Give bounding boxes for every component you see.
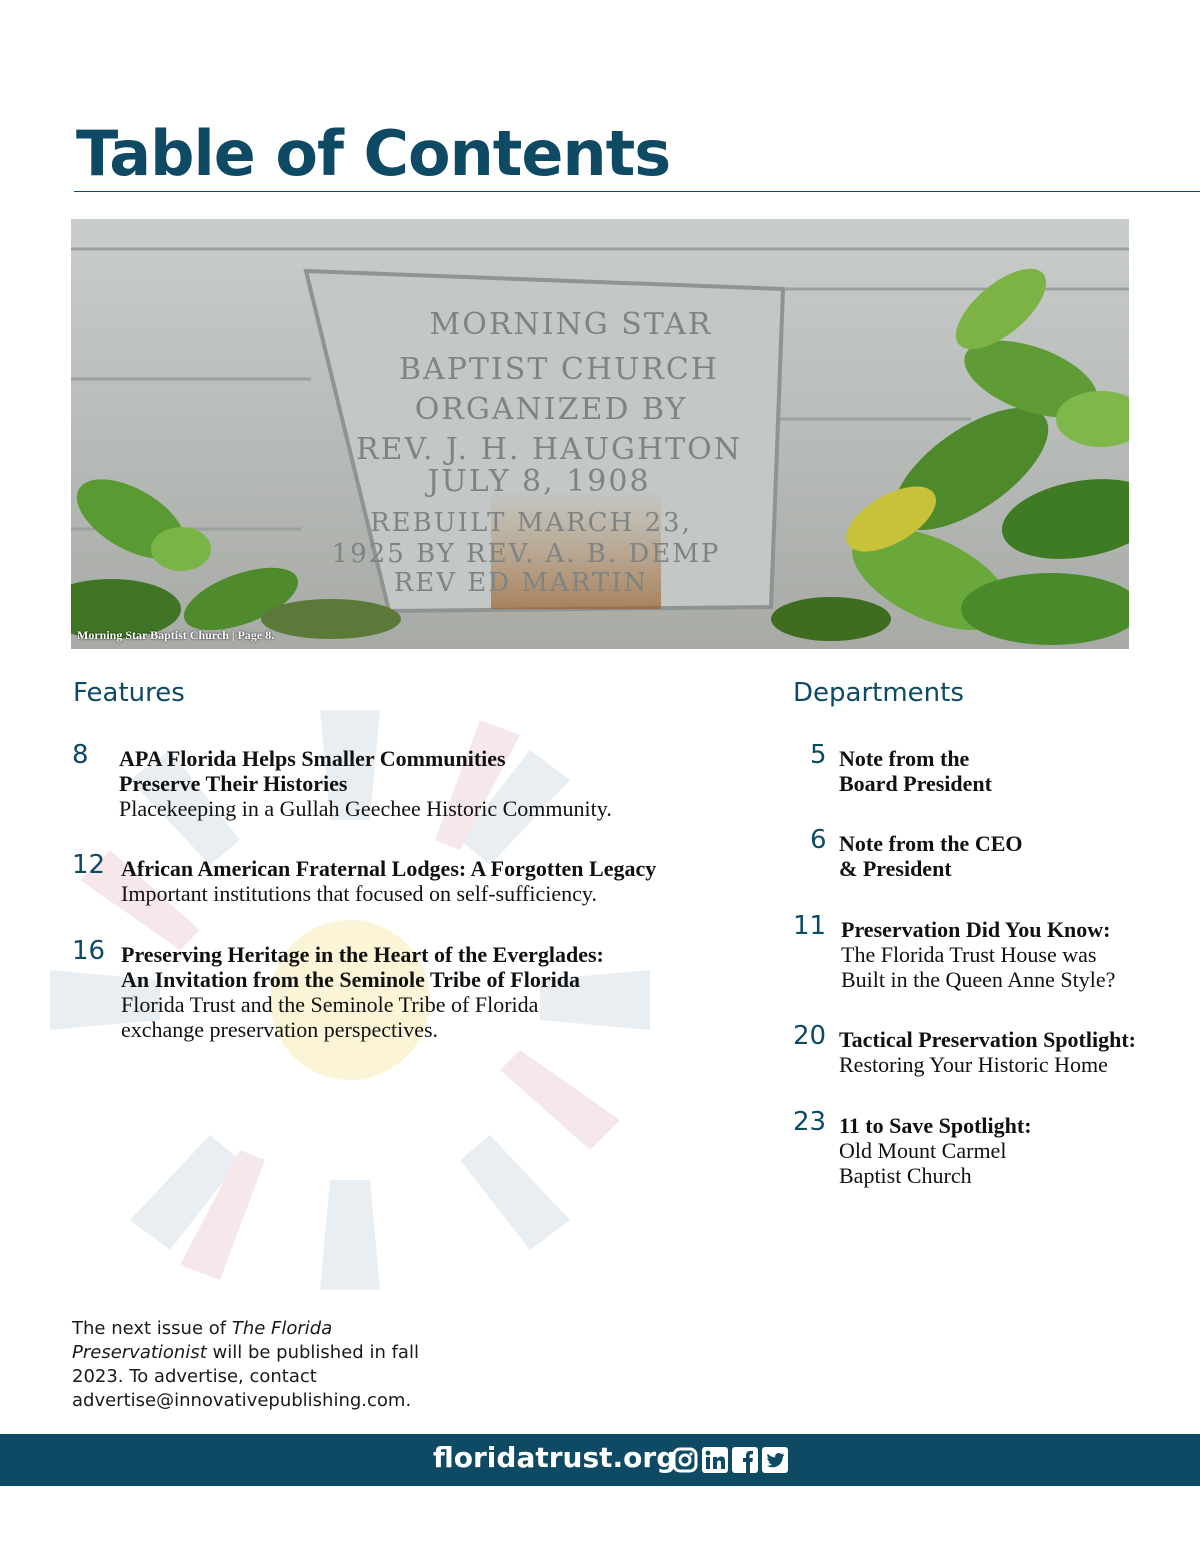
toc-entry-department[interactable] [793, 740, 992, 796]
toc-entry-feature[interactable] [72, 740, 612, 821]
entry-title: Preserving Heritage in the Heart of the Everglades: [121, 942, 604, 967]
entry-description: Placekeeping in a Gullah Geechee Historic Community. [119, 796, 612, 821]
page-number: 20 [793, 1021, 827, 1051]
entry-title: Note from the [839, 746, 970, 771]
entry-title: & President [839, 856, 952, 881]
social-icons [672, 1447, 788, 1473]
facebook-icon[interactable] [732, 1447, 758, 1473]
entry-title: Tactical Preservation Spotlight: [839, 1027, 1136, 1052]
page-number: 8 [72, 740, 89, 770]
entry-description: exchange preservation perspectives. [121, 1017, 439, 1042]
entry-title: APA Florida Helps Smaller Communities [119, 746, 506, 771]
footer-bar [0, 1434, 1200, 1486]
inscription-line: REV. J. H. HAUGHTON [355, 432, 743, 467]
page-title: Table of Contents [76, 117, 671, 190]
entry-description: Old Mount Carmel [839, 1138, 1007, 1163]
page-number: 11 [793, 911, 827, 941]
inscription-line: ORGANIZED BY [414, 392, 688, 427]
entry-description: The Florida Trust House was [841, 942, 1097, 967]
inscription-line: REV ED MARTIN [393, 568, 649, 598]
toc-entry-department[interactable] [793, 911, 1116, 992]
toc-entry-department[interactable] [793, 825, 1023, 881]
magazine-name: The Florida Preservationist [72, 1318, 333, 1363]
website-link[interactable]: floridatrust.org [433, 1441, 677, 1474]
departments-heading: Departments [793, 678, 964, 708]
photo-illustration [71, 219, 1129, 649]
toc-entry-department[interactable] [793, 1021, 1136, 1077]
inscription-line: BAPTIST CHURCH [399, 352, 719, 387]
page-number: 12 [72, 850, 106, 880]
note-text: The next issue of [72, 1318, 232, 1339]
entry-description: Baptist Church [839, 1163, 972, 1188]
instagram-icon[interactable] [672, 1447, 698, 1473]
toc-entry-department[interactable] [793, 1107, 1032, 1188]
title-divider [74, 191, 1200, 192]
toc-entry-feature[interactable] [72, 850, 657, 906]
entry-title: Preserve Their Histories [119, 771, 348, 796]
page-number: 23 [793, 1107, 827, 1137]
page-number: 6 [810, 825, 827, 855]
entry-title: Board President [839, 771, 992, 796]
entry-description: Built in the Queen Anne Style? [841, 967, 1116, 992]
inscription-line: 1925 BY REV. A. B. DEMP [331, 539, 721, 569]
entry-title: Preservation Did You Know: [841, 917, 1111, 942]
page-number: 5 [810, 740, 827, 770]
note-text: will be published in fall 2023. To advertise, contact advertise@innovativepublishing.com. [72, 1342, 419, 1411]
cover-photo [71, 219, 1129, 649]
page-number: 16 [72, 936, 106, 966]
entry-description: Important institutions that focused on self-sufficiency. [121, 881, 597, 906]
photo-caption: Morning Star Baptist Church | Page 8. [77, 628, 275, 642]
twitter-icon[interactable] [762, 1447, 788, 1473]
features-heading: Features [73, 678, 185, 708]
entry-title: An Invitation from the Seminole Tribe of Florida [121, 967, 580, 992]
entry-title: African American Fraternal Lodges: A Forgotten Legacy [121, 856, 657, 881]
entry-description: Restoring Your Historic Home [839, 1052, 1108, 1077]
next-issue-note [72, 1317, 432, 1413]
entry-title: 11 to Save Spotlight: [839, 1113, 1032, 1138]
entry-title: Note from the CEO [839, 831, 1023, 856]
linkedin-icon[interactable] [702, 1447, 728, 1473]
inscription-line: REBUILT MARCH 23, [370, 508, 692, 538]
toc-entry-feature[interactable] [72, 936, 604, 1042]
inscription-line: MORNING STAR [429, 307, 713, 342]
inscription-line: JULY 8, 1908 [427, 464, 651, 499]
entry-description: Florida Trust and the Seminole Tribe of Florida [121, 992, 539, 1017]
